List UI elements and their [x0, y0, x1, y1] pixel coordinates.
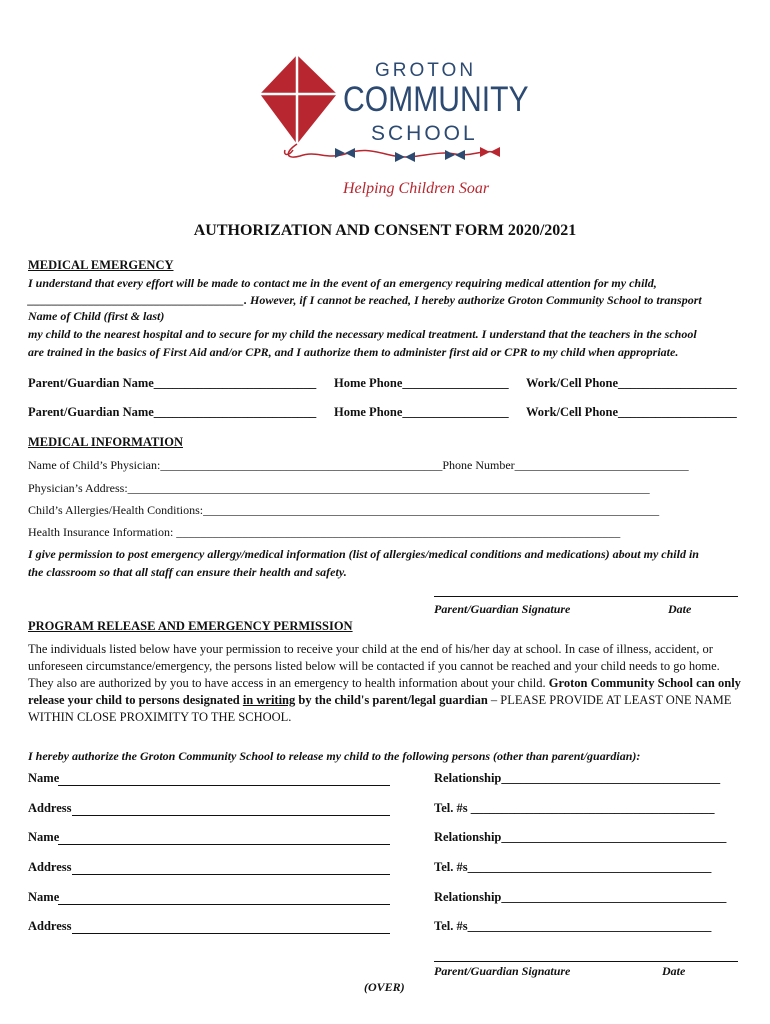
- permission-line-2: the classroom so that all staff can ensure their health and safety.: [28, 565, 347, 579]
- emergency-line-1: I understand that every effort will be made to contact me in the event of an emergency requiring medical attention for my child,: [28, 276, 657, 290]
- school-logo: [255, 52, 529, 202]
- person-3-name-line[interactable]: [58, 904, 390, 905]
- release-line-4: [28, 692, 748, 709]
- release-paragraph: [28, 641, 748, 726]
- person-3-address-label: Address: [28, 919, 72, 933]
- parent-name-field-2[interactable]: Parent/Guardian Name__________________________: [28, 405, 317, 419]
- person-1-address-label: Address: [28, 801, 72, 815]
- home-phone-field-1[interactable]: Home Phone_________________: [334, 376, 509, 390]
- release-line-4d: – PLEASE PROVIDE AT LEAST ONE NAME: [487, 693, 732, 707]
- emergency-line-4: my child to the nearest hospital and to secure for my child the necessary medical treatment. I understand that the teachers in the school: [28, 327, 697, 341]
- release-line-2: unforeseen circumstance/emergency, the persons listed below will be contacted if you cannot be reached and your child needs to go home.: [28, 659, 720, 673]
- person-3-relationship-field[interactable]: Relationship____________________________________: [434, 890, 727, 904]
- date-label-1: Date: [668, 602, 692, 616]
- person-1-name-label: Name: [28, 771, 60, 785]
- date-label-2: Date: [662, 964, 686, 978]
- person-3-name-label: Name: [28, 890, 60, 904]
- person-1-name-line[interactable]: [58, 785, 390, 786]
- child-name-caption: Name of Child (first & last): [28, 309, 165, 323]
- release-line-3b: Groton Community School can only: [548, 676, 741, 690]
- physician-field[interactable]: Name of Child’s Physician:_______________________________________________Phone Number_____________________________: [28, 458, 689, 472]
- over-note: (OVER): [364, 980, 405, 994]
- person-1-relationship-field[interactable]: Relationship___________________________________: [434, 771, 721, 785]
- physician-address-field[interactable]: Physician’s Address:_______________________________________________________________________________________: [28, 481, 650, 495]
- emergency-line-2[interactable]: ____________________________________. However, if I cannot be reached, I hereby authorize Groton Community School to transport: [28, 293, 702, 307]
- logo-community: COMMUNITY: [343, 80, 529, 119]
- parent-name-field-1[interactable]: Parent/Guardian Name__________________________: [28, 376, 317, 390]
- signature-label-2: Parent/Guardian Signature: [434, 964, 571, 978]
- work-phone-field-2[interactable]: Work/Cell Phone___________________: [526, 405, 737, 419]
- logo-school: SCHOOL: [371, 122, 478, 145]
- person-2-relationship-field[interactable]: Relationship____________________________________: [434, 830, 727, 844]
- person-1-address-line[interactable]: [72, 815, 390, 816]
- logo-tagline: Helping Children Soar: [343, 180, 490, 197]
- release-line-5: WITHIN CLOSE PROXIMITY TO THE SCHOOL.: [28, 710, 292, 724]
- release-line-4c: by the child's parent/legal guardian: [295, 693, 488, 707]
- person-3-address-line[interactable]: [72, 933, 390, 934]
- signature-line-2[interactable]: [434, 961, 738, 962]
- allergies-field[interactable]: Child’s Allergies/Health Conditions:____________________________________________________________________________: [28, 503, 660, 517]
- work-phone-field-1[interactable]: Work/Cell Phone___________________: [526, 376, 737, 390]
- person-2-name-line[interactable]: [58, 844, 390, 845]
- signature-line-1[interactable]: [434, 596, 738, 597]
- release-line-4b: in writing: [242, 693, 296, 707]
- release-line-3: [28, 675, 748, 692]
- signature-label-1: Parent/Guardian Signature: [434, 602, 571, 616]
- release-line-1: The individuals listed below have your permission to receive your child at the end of his/her day at school. In case of illness, accident, or: [28, 642, 713, 656]
- person-1-tel-field[interactable]: Tel. #s _______________________________________: [434, 801, 715, 815]
- person-2-name-label: Name: [28, 830, 60, 844]
- medical-emergency-heading: MEDICAL EMERGENCY: [28, 258, 174, 272]
- permission-line-1: I give permission to post emergency allergy/medical information (list of allergies/medical conditions and medications) about my child in: [28, 547, 699, 561]
- person-2-address-label: Address: [28, 860, 72, 874]
- home-phone-field-2[interactable]: Home Phone_________________: [334, 405, 509, 419]
- medical-information-heading: MEDICAL INFORMATION: [28, 435, 183, 449]
- authorize-statement: I hereby authorize the Groton Community School to release my child to the following persons (other than parent/guardian):: [28, 749, 641, 763]
- person-3-tel-field[interactable]: Tel. #s_______________________________________: [434, 919, 712, 933]
- form-title: AUTHORIZATION AND CONSENT FORM 2020/2021: [193, 222, 577, 239]
- logo-groton: GROTON: [375, 60, 477, 81]
- release-line-3a: They also are authorized by you to have access in an emergency to health information about your child.: [28, 676, 549, 690]
- program-release-heading: PROGRAM RELEASE AND EMERGENCY PERMISSION: [28, 619, 353, 633]
- person-2-address-line[interactable]: [72, 874, 390, 875]
- emergency-line-5: are trained in the basics of First Aid and/or CPR, and I authorize them to administer first aid or CPR to my child when appropriate.: [28, 345, 679, 359]
- release-line-4a: release your child to persons designated: [28, 693, 243, 707]
- person-2-tel-field[interactable]: Tel. #s_______________________________________: [434, 860, 712, 874]
- insurance-field[interactable]: Health Insurance Information: __________________________________________________________________________: [28, 525, 621, 539]
